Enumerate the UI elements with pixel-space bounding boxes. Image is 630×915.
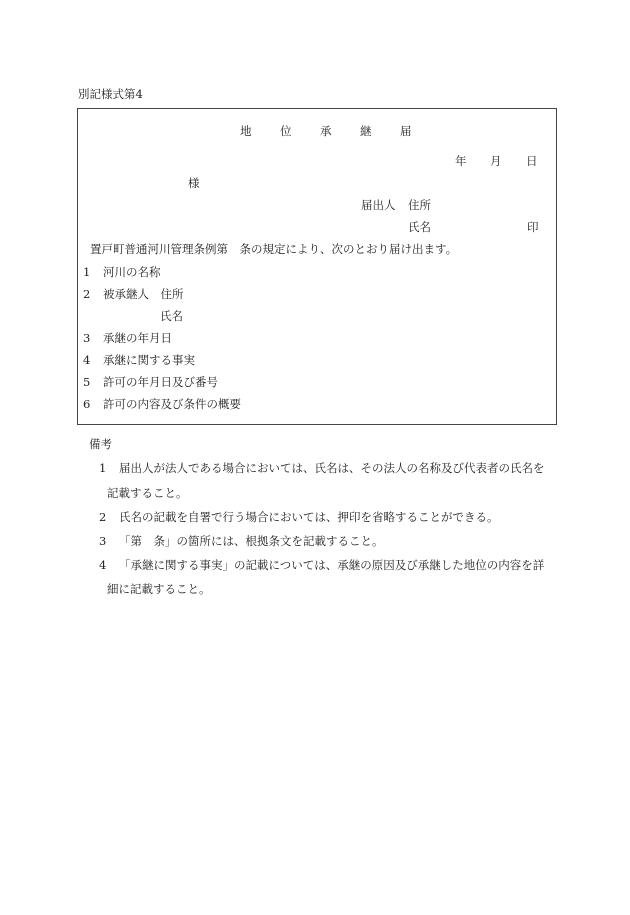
- note-4: [99, 557, 544, 573]
- date-day: 日: [526, 154, 538, 168]
- title-char: 継: [360, 124, 372, 138]
- applicant-address-label: 住所: [408, 198, 431, 212]
- applicant-name-label: 氏名: [408, 220, 431, 234]
- title-char: 届: [400, 124, 412, 138]
- form-item-2: [83, 286, 184, 302]
- form-number: 別記様式第4: [78, 87, 143, 101]
- note-number: 1: [99, 461, 107, 475]
- note-text: 氏名の記載を自署で行う場合においては、押印を省略することができる。: [119, 510, 499, 524]
- form-item-2-name: [160, 308, 183, 324]
- item-number: 4: [83, 353, 91, 367]
- form-item-5: [83, 374, 218, 390]
- note-2: [99, 509, 499, 525]
- notification-form: [77, 108, 557, 425]
- date-month: 月: [490, 154, 502, 168]
- title-char: 地: [240, 124, 252, 138]
- addressee-suffix: 様: [188, 176, 200, 190]
- note-3: [99, 533, 384, 549]
- item-number: 1: [83, 265, 91, 279]
- note-text: 届出人が法人である場合においては、氏名は、その法人の名称及び代表者の氏名を: [119, 461, 545, 475]
- seal-mark: 印: [527, 220, 539, 234]
- form-title: [240, 123, 440, 139]
- item-number: 3: [83, 331, 91, 345]
- title-char: 位: [280, 124, 292, 138]
- note-text: 「第 条」の箇所には、根拠条文を記載すること。: [119, 534, 384, 548]
- item-label: 許可の年月日及び番号: [103, 375, 218, 389]
- note-1: [99, 460, 545, 476]
- item-label: 承継に関する事実: [103, 353, 195, 367]
- item-label: 許可の内容及び条件の概要: [103, 397, 241, 411]
- statement-text: 置戸町普通河川管理条例第 条の規定により、次のとおり届け出ます。: [90, 242, 458, 256]
- title-char: 承: [320, 124, 332, 138]
- note-text: 「承継に関する事実」の記載については、承継の原因及び承継した地位の内容を詳: [119, 558, 545, 572]
- note-number: 2: [99, 510, 107, 524]
- item-label: 承継の年月日: [103, 331, 172, 345]
- item-number: 2: [83, 287, 91, 301]
- notes-heading: 備考: [89, 437, 112, 451]
- form-item-6: [83, 396, 241, 412]
- date-year: 年: [455, 154, 467, 168]
- item-number: 6: [83, 397, 91, 411]
- form-item-3: [83, 330, 172, 346]
- item-number: 5: [83, 375, 91, 389]
- note-4-cont: 細に記載すること。: [107, 582, 211, 596]
- note-number: 4: [99, 558, 107, 572]
- note-1-cont: 記載すること。: [107, 486, 188, 500]
- applicant-label: 届出人: [361, 198, 396, 212]
- note-number: 3: [99, 534, 107, 548]
- form-item-1: [83, 264, 161, 280]
- item-label: 被承継人 住所: [103, 287, 184, 301]
- item-label: 河川の名称: [103, 265, 161, 279]
- form-item-4: [83, 352, 195, 368]
- item-label: 氏名: [160, 309, 183, 323]
